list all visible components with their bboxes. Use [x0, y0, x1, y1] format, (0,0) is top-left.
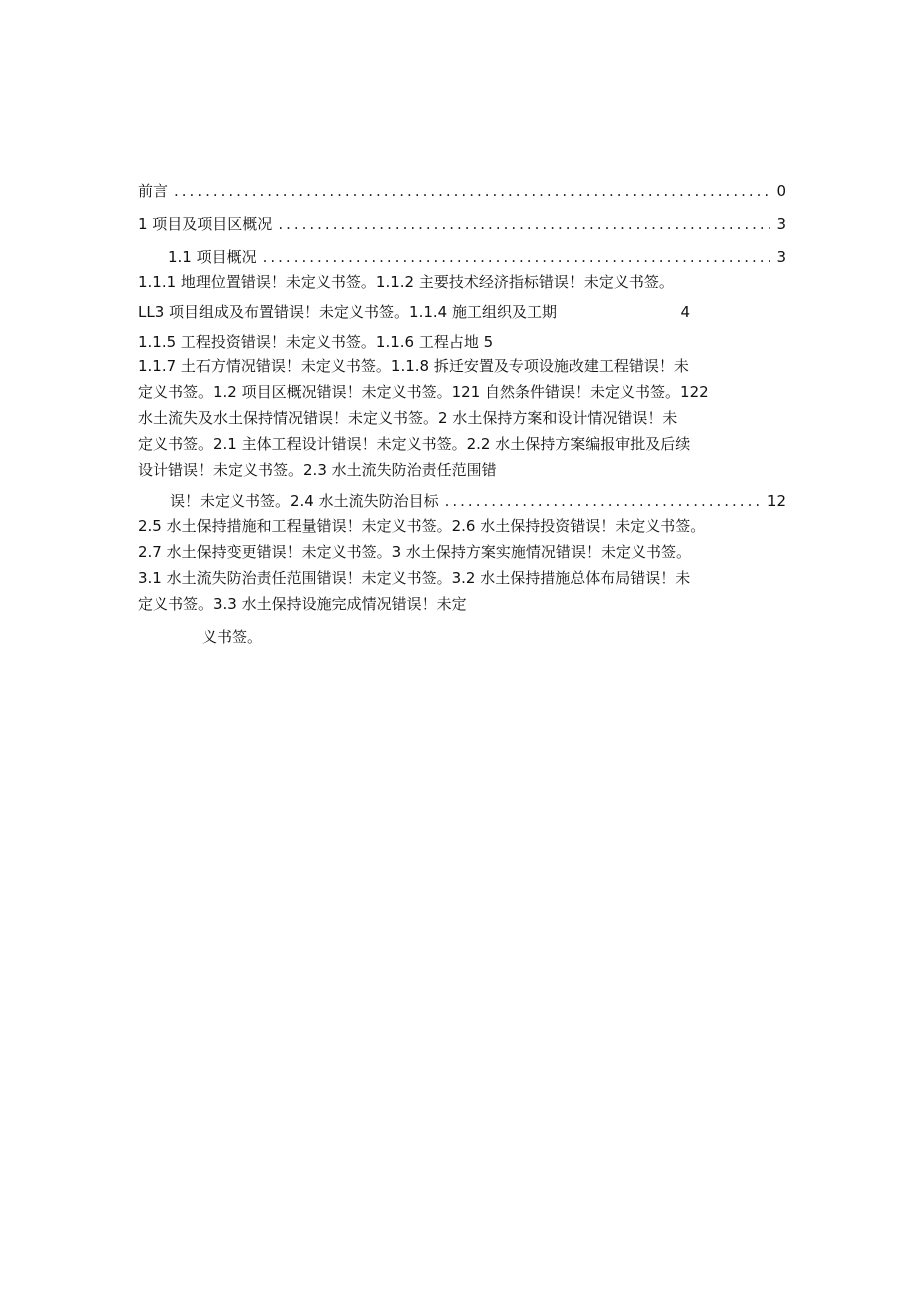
toc-text-line: 1.1.7 土石方情况错误！未定义书签。1.1.8 拆迁安置及专项设施改建工程错误！未 — [138, 357, 689, 375]
toc-leader-dots — [445, 490, 761, 512]
toc-entry-section-2-4[interactable] — [170, 490, 786, 512]
toc-entry-page: 0 — [776, 182, 786, 200]
toc-entry-page: 4 — [680, 303, 690, 321]
toc-leader-dots — [263, 246, 771, 268]
toc-entry-preface[interactable] — [138, 180, 786, 202]
toc-entry-section-1-1[interactable] — [168, 246, 786, 268]
toc-text-line: 水土流失及水土保持情况错误！未定义书签。2 水土保持方案和设计情况错误！未 — [138, 409, 678, 427]
toc-entry-chapter-1[interactable] — [138, 213, 786, 235]
toc-entry-page: 3 — [776, 248, 786, 266]
toc-text-line: 2.5 水土保持措施和工程量错误！未定义书签。2.6 水土保持投资错误！未定义书签。 — [138, 517, 706, 535]
toc-text-line — [138, 301, 786, 323]
toc-text-line: 定义书签。1.2 项目区概况错误！未定义书签。121 自然条件错误！未定义书签。122 — [138, 383, 709, 401]
toc-entry-title: 1.1 项目概况 — [168, 248, 257, 266]
toc-text-line: 2.7 水土保持变更错误！未定义书签。3 水土保持方案实施情况错误！未定义书签。 — [138, 543, 691, 561]
toc-entry-page: 3 — [776, 215, 786, 233]
toc-text-line: 1.1.1 地理位置错误！未定义书签。1.1.2 主要技术经济指标错误！未定义书签。 — [138, 273, 674, 291]
toc-text-line: 定义书签。3.3 水土保持设施完成情况错误！未定 — [138, 595, 467, 613]
toc-text-line: 定义书签。2.1 主体工程设计错误！未定义书签。2.2 水土保持方案编报审批及后续 — [138, 435, 691, 453]
toc-leader-dots — [278, 213, 770, 235]
toc-line-text: LL3 项目组成及布置错误！未定义书签。1.1.4 施工组织及工期 — [138, 303, 557, 321]
toc-entry-page: 12 — [766, 492, 786, 510]
toc-entry-title: 1 项目及项目区概况 — [138, 215, 273, 233]
toc-entry-title: 前言 — [138, 182, 169, 200]
toc-text-line: 义书签。 — [202, 628, 263, 646]
toc-text-line: 设计错误！未定义书签。2.3 水土流失防治责任范围错 — [138, 461, 497, 479]
toc-leader-dots — [174, 180, 770, 202]
toc-entry-title: 误！未定义书签。2.4 水土流失防治目标 — [170, 492, 439, 510]
toc-text-line: 1.1.5 工程投资错误！未定义书签。1.1.6 工程占地 5 — [138, 333, 494, 351]
toc-text-line: 3.1 水土流失防治责任范围错误！未定义书签。3.2 水土保持措施总体布局错误！未 — [138, 569, 691, 587]
